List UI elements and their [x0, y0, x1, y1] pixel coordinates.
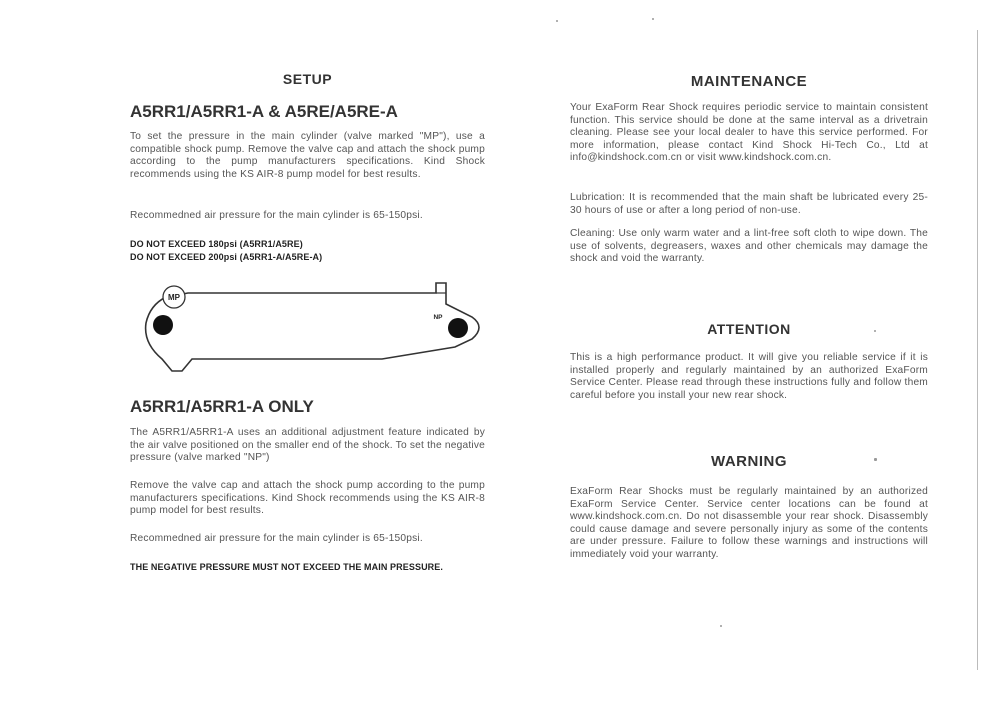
- maintenance-paragraph: Your ExaForm Rear Shock requires periodic service to maintain consistent function. This service should be done at the same interval as a drivetrain cleaning. Please see your local dealer to have this service performed. For more information, please contact Kind Shock Hi-Tech Co., Ltd at info@kindshock.com.cn or visit www.kindshock.com.cn.: [570, 102, 928, 164]
- negative-pressure-paragraph: The A5RR1/A5RR1-A uses an additional adjustment feature indicated by the air valve positioned on the smaller end of the shock. To set the negative pressure (valve marked "NP"): [130, 427, 486, 464]
- attention-title: ATTENTION: [707, 321, 791, 337]
- recommended-pressure-secondary: Recommedned air pressure for the main cylinder is 65-150psi.: [130, 533, 423, 544]
- shock-body-outline: [146, 283, 479, 371]
- model-heading-primary: A5RR1/A5RR1-A & A5RE/A5RE-A: [130, 102, 398, 121]
- max-pressure-warning-a5rr1-a: DO NOT EXCEED 200psi (A5RR1-A/A5RE-A): [130, 252, 323, 262]
- setup-paragraph: To set the pressure in the main cylinder (valve marked "MP"), use a compatible shock pump. Remove the valve cap and attach the shock pump according to the pump manufacturers specifications. Kind Shock recommends using the KS AIR-8 pump model for best results.: [130, 131, 485, 180]
- mp-label: MP: [168, 293, 180, 302]
- lubrication-paragraph: Lubrication: It is recommended that the main shaft be lubricated every 25-30 hours of use or after a long period of non-use.: [570, 192, 928, 216]
- scan-edge-line: [977, 30, 978, 670]
- attention-paragraph: This is a high performance product. It will give you reliable service if it is installed properly and regularly maintained by an authorized ExaForm Service Center. Please read through these instructions fully and follow them careful before you install your new rear shock.: [570, 352, 928, 401]
- max-pressure-warning-a5rr1: DO NOT EXCEED 180psi (A5RR1/A5RE): [130, 239, 303, 249]
- pump-instructions-paragraph: Remove the valve cap and attach the shock pump according to the pump manufacturers specifications. Kind Shock recommends using the KS AIR-8 pump model for best results.: [130, 480, 485, 517]
- warning-paragraph: ExaForm Rear Shocks must be regularly maintained by an authorized ExaForm Service Center. Service center locations can be found at www.kindshock.com.cn. Do not disassemble your rear shock. Disassembly could cause damage and severe personally injury as some of the contents are under pressure. Failure to follow these warnings and instructions will immediately void your warranty.: [570, 486, 928, 560]
- scan-speck: [652, 18, 654, 20]
- np-label: NP: [433, 314, 443, 321]
- scan-speck: [720, 625, 722, 627]
- end-eyelet-circle: [448, 318, 468, 338]
- scan-speck: [556, 20, 558, 22]
- maintenance-title: MAINTENANCE: [690, 73, 808, 90]
- shock-diagram: [140, 279, 490, 383]
- cleaning-paragraph: Cleaning: Use only warm water and a lint-free soft cloth to wipe down. The use of solvents, degreasers, waxes and other chemicals may damage the shock and void the warranty.: [570, 228, 928, 265]
- negative-pressure-warning: THE NEGATIVE PRESSURE MUST NOT EXCEED THE MAIN PRESSURE.: [130, 562, 443, 572]
- model-heading-only: A5RR1/A5RR1-A ONLY: [130, 397, 314, 416]
- main-eyelet-circle: [153, 315, 173, 335]
- recommended-pressure-main: Recommedned air pressure for the main cylinder is 65-150psi.: [130, 210, 423, 221]
- warning-title: WARNING: [711, 453, 787, 470]
- setup-title: SETUP: [282, 71, 333, 87]
